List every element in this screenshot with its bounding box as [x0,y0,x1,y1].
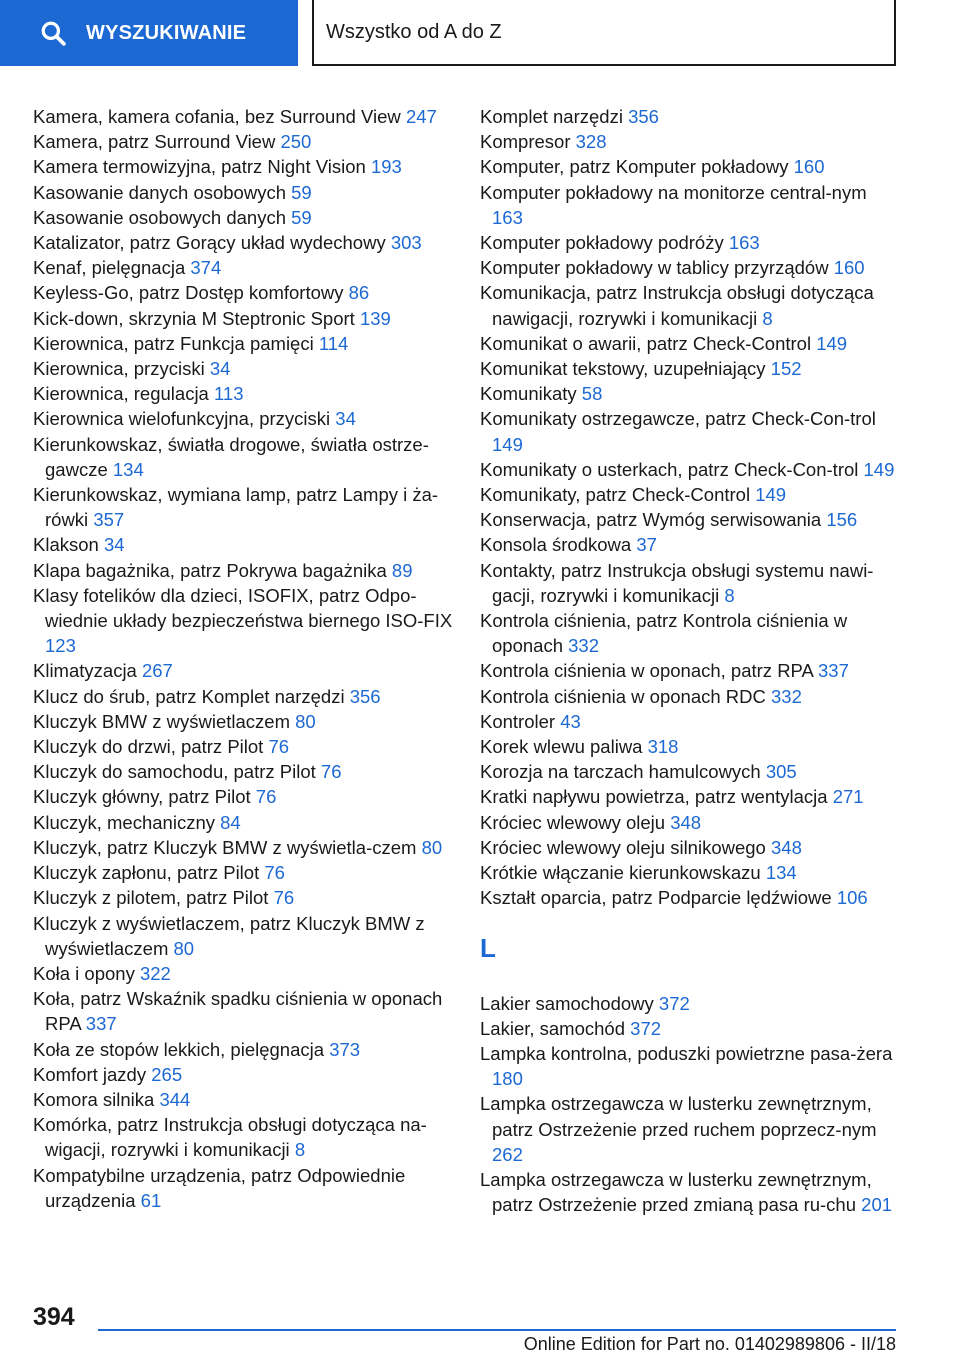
entry-term: Kompresor [480,131,571,153]
entry-term: Kształt oparcia, patrz Podparcie lędźwiowe [480,887,832,909]
entry-term: Kluczyk z wyświetlaczem, patrz Kluczyk BMW z wyświetlaczem [33,912,425,959]
index-entry [33,482,453,532]
entry-page-link[interactable]: 113 [213,383,244,405]
index-entry [480,759,900,784]
entry-page-link[interactable]: 76 [268,736,290,758]
index-entry [480,255,900,280]
index-entry [480,835,900,860]
index-entry [480,180,900,230]
index-entry [33,709,453,734]
entry-term: Komora silnika [33,1088,155,1110]
entry-term: Kluczyk, mechaniczny [33,811,215,833]
entry-page-link[interactable]: 372 [630,1017,662,1039]
entry-page-link[interactable]: 58 [581,383,603,405]
entry-term: Komfort jazdy [33,1063,147,1085]
entry-page-link[interactable]: 149 [816,332,848,354]
entry-page-link[interactable]: 318 [647,736,679,758]
entry-page-link[interactable]: 356 [628,106,659,127]
entry-term: Koła i opony [33,962,135,984]
entry-term: Komunikacja, patrz Instrukcja obsługi dotycząca nawigacji, rozrywki i komunikacji [480,282,874,329]
search-button[interactable] [0,0,298,66]
entry-term: Kontrola ciśnienia w oponach RDC [480,685,766,707]
entry-term: Krótkie włączanie kierunkowskazu [480,862,761,884]
entry-page-link[interactable]: 337 [85,1013,117,1035]
entry-term: Komunikaty o usterkach, patrz Check-Con-trol [480,458,859,480]
entry-term: Komplet narzędzi [480,106,623,127]
entry-page-link[interactable]: 262 [492,1143,523,1165]
entry-page-link[interactable]: 43 [560,710,581,732]
entry-term: Kierownica, przyciski [33,358,205,380]
entry-term: Kontroler [480,710,556,732]
entry-page-link[interactable]: 59 [291,206,312,228]
entry-page-link[interactable]: 163 [728,232,760,254]
entry-term: Kasowanie osobowych danych [33,206,286,228]
index-entry [480,658,900,683]
entry-term: Klucz do śrub, patrz Komplet narzędzi [33,685,345,707]
index-entry [33,255,453,280]
index-group-l [480,991,900,1218]
entry-page-link[interactable]: 76 [255,786,277,808]
entry-page-link[interactable]: 265 [151,1063,183,1085]
entry-term: Klimatyzacja [33,660,137,682]
index-entry [480,1167,900,1217]
entry-page-link[interactable]: 149 [863,458,895,480]
entry-page-link[interactable]: 337 [818,660,849,682]
index-entry [480,381,900,406]
entry-term: Lakier samochodowy [480,992,654,1014]
index-entry [480,1041,900,1091]
entry-page-link[interactable]: 247 [405,106,437,127]
index-entry [33,658,453,683]
entry-term: Komórka, patrz Instrukcja obsługi dotycząca na-wigacji, rozrywki i komunikacji [33,1114,427,1161]
entry-term: Kick-down, skrzynia M Steptronic Sport [33,307,355,329]
entry-page-link[interactable]: 152 [770,358,802,380]
index-entry [33,306,453,331]
entry-term: Konsola środkowa [480,534,632,556]
entry-page-link[interactable]: 344 [159,1088,191,1110]
entry-term: Kierownica wielofunkcyjna, przyciski [33,408,331,430]
entry-term: Kluczyk główny, patrz Pilot [33,786,251,808]
entry-page-link[interactable]: 114 [318,332,349,354]
index-entry [33,734,453,759]
index-entry [33,205,453,230]
index-entry [480,129,900,154]
index-entry [480,331,900,356]
entry-term: Komputer pokładowy w tablicy przyrządów [480,257,829,279]
entry-page-link[interactable]: 357 [93,509,125,531]
entry-term: Kontrola ciśnienia, patrz Kontrola ciśnienia w oponach [480,610,848,657]
index-entry [33,331,453,356]
index-entry [33,835,453,860]
index-entry [33,961,453,986]
entry-page-link[interactable]: 76 [273,887,295,909]
entry-page-link[interactable]: 271 [832,786,864,808]
entry-term: Kierownica, patrz Funkcja pamięci [33,332,314,354]
entry-term: Klakson [33,534,99,556]
index-entry [480,356,900,381]
entry-page-link[interactable]: 303 [390,232,422,254]
entry-page-link[interactable]: 373 [329,1038,361,1060]
index-entry [480,608,900,658]
index-entry [480,482,900,507]
entry-term: Kluczyk zapłonu, patrz Pilot [33,862,260,884]
chapter-title: Wszystko od A do Z [326,20,502,43]
index-entry [33,784,453,809]
entry-term: Koła ze stopów lekkich, pielęgnacja [33,1038,325,1060]
index-entry [480,734,900,759]
index-entry [33,180,453,205]
entry-term: Kontakty, patrz Instrukcja obsługi systemu nawi-gacji, rozrywki i komunikacji [480,559,874,606]
entry-term: Komunikat o awarii, patrz Check-Control [480,332,812,354]
entry-term: Króciec wlewowy oleju silnikowego [480,836,766,858]
entry-term: Kluczyk z pilotem, patrz Pilot [33,887,269,909]
entry-page-link[interactable]: 328 [575,131,607,153]
entry-page-link[interactable]: 80 [421,836,443,858]
entry-term: Kamera termowizyjna, patrz Night Vision [33,156,366,178]
entry-page-link[interactable]: 8 [762,307,773,329]
chapter-title-tab[interactable] [312,0,896,66]
index-entry [480,406,900,456]
index-entry [480,810,900,835]
entry-term: Kluczyk BMW z wyświetlaczem [33,710,290,732]
entry-page-link[interactable]: 34 [209,358,231,380]
entry-page-link[interactable]: 322 [139,962,171,984]
entry-page-link[interactable]: 374 [190,257,222,279]
index-entry [33,558,453,583]
entry-term: Konserwacja, patrz Wymóg serwisowania [480,509,822,531]
index-entry [33,1087,453,1112]
entry-term: Kluczyk do drzwi, patrz Pilot [33,736,264,758]
entry-page-link[interactable]: 267 [141,660,173,682]
entry-term: Kasowanie danych osobowych [33,181,286,203]
entry-page-link[interactable]: 332 [568,635,599,657]
index-entry [33,280,453,305]
entry-term: Lampka ostrzegawcza w lusterku zewnętrznym, patrz Ostrzeżenie przed ruchem poprzecz-nym [480,1093,877,1140]
index-entry [33,911,453,961]
entry-page-link[interactable]: 372 [658,992,690,1014]
entry-page-link[interactable]: 59 [291,181,312,203]
index-entry [33,860,453,885]
index-entry [480,280,900,330]
entry-term: Kratki napływu powietrza, patrz wentylacja [480,786,828,808]
index-entry [33,406,453,431]
entry-term: Komunikat tekstowy, uzupełniający [480,358,766,380]
entry-page-link[interactable]: 250 [280,131,312,153]
index-entry [480,784,900,809]
entry-term: Komputer pokładowy na monitorze central-nym [480,181,867,203]
page-number: 394 [33,1303,75,1331]
index-entry [33,230,453,255]
entry-page-link[interactable]: 76 [264,862,285,884]
entry-term: Klapa bagażnika, patrz Pokrywa bagażnika [33,559,387,581]
entry-page-link[interactable]: 348 [771,836,802,858]
index-entry [33,154,453,179]
entry-page-link[interactable]: 34 [335,408,356,430]
entry-page-link[interactable]: 8 [724,584,735,606]
header [0,0,960,66]
index-entry [480,457,900,482]
entry-term: Lampka ostrzegawcza w lusterku zewnętrznym, patrz Ostrzeżenie przed zmianą pasa ru-chu [480,1168,872,1216]
footer-divider [98,1329,896,1331]
entry-page-link[interactable]: 156 [826,509,858,531]
entry-term: Kamera, patrz Surround View [33,131,276,153]
index-entry [480,230,900,255]
index-entry [480,860,900,885]
entry-page-link[interactable]: 8 [294,1139,306,1161]
entry-page-link[interactable]: 305 [765,761,797,783]
entry-page-link[interactable]: 356 [349,685,381,707]
entry-term: Kierownica, regulacja [33,383,209,405]
edition-info: Online Edition for Part no. 01402989806 - II/18 [523,1334,896,1354]
entry-page-link[interactable]: 89 [391,559,413,581]
entry-term: Kontrola ciśnienia w oponach, patrz RPA [480,660,813,682]
index-column-right [480,104,900,1217]
entry-term: Komunikaty, patrz Check-Control [480,484,751,506]
index-entry [33,810,453,835]
entry-page-link[interactable]: 193 [370,156,402,178]
index-entry [33,1163,453,1213]
entry-page-link[interactable]: 332 [771,685,802,707]
entry-page-link[interactable]: 134 [765,862,797,884]
index-entry [33,356,453,381]
entry-term: Lampka kontrolna, poduszki powietrzne pasa-żera [480,1042,893,1064]
section-letter: L [480,932,496,963]
index-entry [480,885,900,910]
index-entry [480,154,900,179]
index-group-k [480,104,900,911]
entry-term: Lakier, samochód [480,1017,626,1039]
entry-page-link[interactable]: 348 [670,811,702,833]
entry-page-link[interactable]: 149 [755,484,787,506]
entry-term: Komputer, patrz Komputer pokładowy [480,156,789,178]
entry-page-link[interactable]: 149 [492,433,523,455]
index-entry [480,1016,900,1041]
entry-page-link[interactable]: 34 [103,534,125,556]
entry-page-link[interactable]: 37 [636,534,657,556]
entry-page-link[interactable]: 123 [45,635,76,657]
index-entry [33,885,453,910]
entry-page-link[interactable]: 180 [492,1068,523,1090]
entry-term: Kierunkowskaz, światła drogowe, światła ostrze-gawcze [33,433,429,480]
index-entry [480,532,900,557]
entry-page-link[interactable]: 106 [836,887,868,909]
index-entry [33,583,453,659]
index-entry [480,709,900,734]
index-entry [33,1037,453,1062]
index-entry [33,1062,453,1087]
entry-page-link[interactable]: 80 [295,710,316,732]
entry-page-link[interactable]: 134 [112,458,144,480]
index-entry [33,381,453,406]
index-entry [480,1091,900,1167]
index-entry [33,129,453,154]
entry-page-link[interactable]: 139 [359,307,391,329]
entry-page-link[interactable]: 84 [220,811,241,833]
entry-term: Komputer pokładowy podróży [480,232,724,254]
entry-term: Korozja na tarczach hamulcowych [480,761,761,783]
index-entry [33,532,453,557]
entry-term: Kierunkowskaz, wymiana lamp, patrz Lampy i ża-rówki [33,484,439,531]
entry-term: Kluczyk, patrz Kluczyk BMW z wyświetla-czem [33,836,417,858]
index-entry [480,558,900,608]
entry-term: Kamera, kamera cofania, bez Surround View [33,106,401,127]
entry-page-link[interactable]: 61 [140,1189,162,1211]
entry-term: Klasy fotelików dla dzieci, ISOFIX, patrz Odpo-wiednie układy bezpieczeństwa biernego ISO-FIX [33,584,453,632]
entry-term: Króciec wlewowy oleju [480,811,666,833]
entry-page-link[interactable]: 80 [173,937,195,959]
entry-term: Koła, patrz Wskaźnik spadku ciśnienia w oponach RPA [33,988,443,1035]
index-entry [33,986,453,1036]
index-entry [33,684,453,709]
index-entry [480,991,900,1016]
entry-page-link[interactable]: 76 [320,761,342,783]
entry-page-link[interactable]: 160 [793,156,825,178]
index-entry [480,104,900,129]
entry-term: Kenaf, pielęgnacja [33,257,186,279]
entry-term: Katalizator, patrz Gorący układ wydechowy [33,232,386,254]
entry-term: Kluczyk do samochodu, patrz Pilot [33,761,316,783]
entry-page-link[interactable]: 201 [861,1194,893,1216]
index-column-left [33,104,453,1213]
entry-page-link[interactable]: 163 [492,206,523,228]
search-label: WYSZUKIWANIE [86,21,247,44]
index-entry [33,1112,453,1162]
index-entry [33,432,453,482]
entry-term: Keyless-Go, patrz Dostęp komfortowy [33,282,344,304]
index-entry [33,104,453,129]
entry-page-link[interactable]: 86 [348,282,370,304]
index-entry [33,759,453,784]
entry-term: Komunikaty ostrzegawcze, patrz Check-Con-trol [480,408,876,430]
index-entry [480,507,900,532]
index-entry [480,684,900,709]
entry-page-link[interactable]: 160 [833,257,865,279]
entry-term: Korek wlewu paliwa [480,736,643,758]
entry-term: Kompatybilne urządzenia, patrz Odpowiednie urządzenia [33,1164,406,1211]
search-icon [40,20,66,46]
entry-term: Komunikaty [480,383,577,405]
